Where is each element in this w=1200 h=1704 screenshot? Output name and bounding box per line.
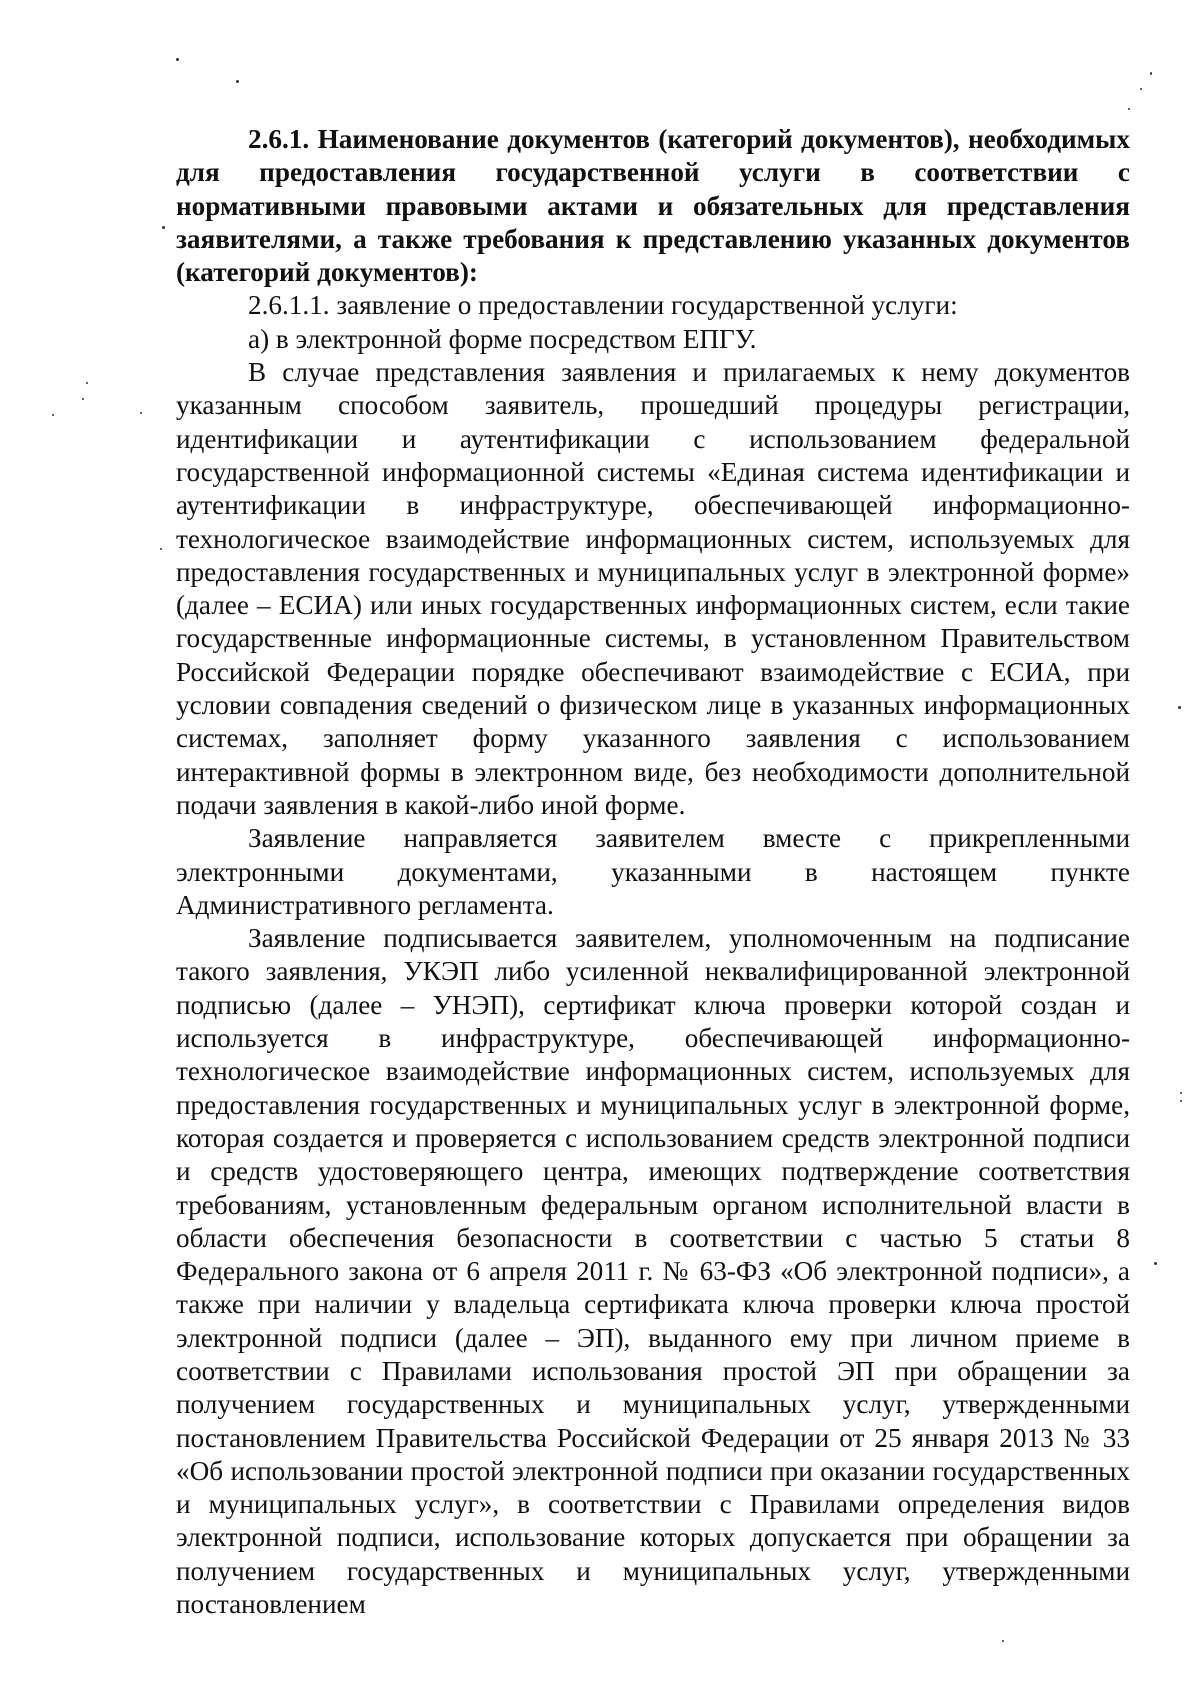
scan-speck [176, 58, 179, 61]
paragraph-esia: В случае представления заявления и прилагаемых к нему документов указанным способом заявитель, прошедший процедуры регистрации, идентификации и аутентификации с использованием федеральной государственной информационной системы «Единая система идентификации и аутентификации в инфраструктуре, обеспечивающей информационно-технологическое взаимодействие информационных систем, используемых для предоставления государственных и муниципальных услуг в электронной форме» (далее – ЕСИА) или иных государственных информационных систем, если такие государственные информационные системы, в установленном Правительством Российской Федерации порядке обеспечивают взаимодействие с ЕСИА, при условии совпадения сведений о физическом лице в указанных информационных системах, заполняет форму указанного заявления с использованием интерактивной формы в электронном виде, без необходимости дополнительной подачи заявления в какой-либо иной форме. [176, 357, 1130, 820]
scan-speck [1154, 1262, 1157, 1265]
section-heading [176, 123, 1130, 289]
scan-speck [1002, 1640, 1004, 1642]
paragraph-signature: Заявление подписывается заявителем, уполномоченным на подписание такого заявления, УКЭП либо усиленной неквалифицированной электронной подписью (далее – УНЭП), сертификат ключа проверки которой создан и используется в инфраструктуре, обеспечивающей информационно-технологическое взаимодействие информационных систем, используемых для предоставления государственных и муниципальных услуг в электронной форме, которая создается и проверяется с использованием средств электронной подписи и средств удостоверяющего центра, имеющих подтверждение соответствия требованиям, установленным федеральным органом исполнительной власти в области обеспечения безопасности в соответствии с частью 5 статьи 8 Федерального закона от 6 апреля 2011 г. № 63-ФЗ «Об электронной подписи», а также при наличии у владельца сертификата ключа проверки ключа простой электронной подписи (далее – ЭП), выданного ему при личном приеме в соответствии с Правилами использования простой ЭП при обращении за получением государственных и муниципальных услуг, утвержденными постановлением Правительства Российской Федерации от 25 января 2013 № 33 «Об использовании простой электронной подписи при оказании государственных и муниципальных услуг», в соответствии с Правилами определения видов электронной подписи, использование которых допускается при обращении за получением государственных и муниципальных услуг, утвержденными постановлением [176, 923, 1130, 1620]
scan-speck [1178, 706, 1181, 709]
section-number: 2.6.1. [248, 124, 310, 154]
scan-speck [52, 414, 54, 416]
scan-speck [236, 80, 239, 83]
scan-speck [140, 412, 142, 414]
scan-speck [1128, 108, 1130, 110]
paragraph-attachments: Заявление направляется заявителем вместе с прикрепленными электронными документами, указанными в настоящем пункте Административного регламента. [176, 823, 1130, 920]
scan-speck [1180, 1092, 1182, 1094]
scan-speck [162, 226, 165, 229]
scan-speck [86, 382, 88, 384]
item-a: а) в электронной форме посредством ЕПГУ. [248, 323, 757, 354]
document-body [176, 123, 1130, 1621]
item-2-6-1-1: 2.6.1.1. заявление о предоставлении государственной услуги: [248, 290, 958, 321]
scan-speck [82, 398, 84, 400]
section-heading-text: Наименование документов (категорий документов), необходимых для предоставления государственной услуги в соответствии с нормативными правовыми актами и обязательных для представления заявителями, а также требования к представлению указанных документов (категорий документов): [176, 124, 1131, 288]
scan-speck [1180, 1100, 1182, 1102]
scan-speck [1140, 88, 1142, 90]
scan-speck [1150, 72, 1152, 75]
scan-speck [160, 548, 162, 550]
